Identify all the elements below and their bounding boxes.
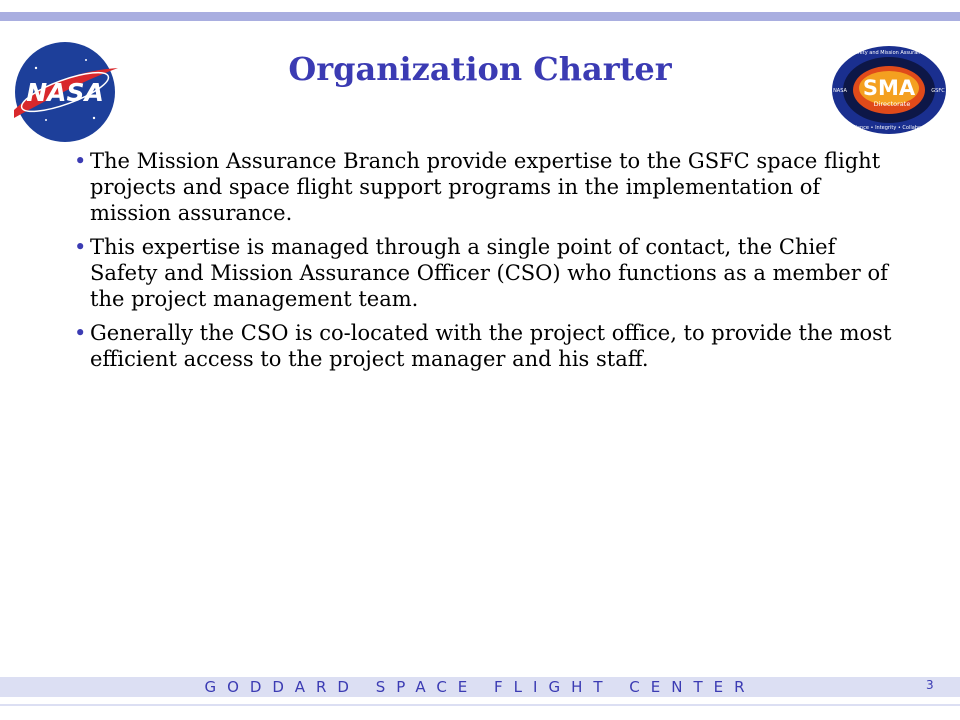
sma-ring-bottom-text: Excellence • Integrity • Collaboration xyxy=(842,125,936,131)
page-number: 3 xyxy=(926,678,934,692)
bullet-text: Generally the CSO is co-located with the project office, to provide the most efficient access to the project manager and his staff. xyxy=(90,321,892,371)
top-accent-bar xyxy=(0,12,960,21)
nasa-logo-text: NASA xyxy=(26,78,104,107)
sma-directorate-logo xyxy=(830,44,948,136)
bullet-list xyxy=(72,148,902,380)
bullet-icon: • xyxy=(74,321,87,345)
bottom-divider xyxy=(0,704,960,706)
bullet-icon: • xyxy=(74,149,87,173)
sma-logo-subtext: Directorate xyxy=(873,100,911,108)
bullet-item xyxy=(72,148,902,226)
sma-ring-right-text: GSFC xyxy=(931,88,945,94)
sma-ring-left-text: NASA xyxy=(833,88,847,94)
bullet-text: This expertise is managed through a single point of contact, the Chief Safety and Mission Assurance Officer (CSO) who functions as a member of the project management team. xyxy=(90,235,888,311)
slide-title: Organization Charter xyxy=(288,50,672,88)
sma-ring-top-text: Safety and Mission Assurance xyxy=(851,50,927,56)
bullet-icon: • xyxy=(74,235,87,259)
sma-logo-text: SMA xyxy=(862,76,916,100)
bullet-item xyxy=(72,320,902,372)
bullet-item xyxy=(72,234,902,312)
bullet-text: The Mission Assurance Branch provide expertise to the GSFC space flight projects and space flight support programs in the implementation of mission assurance. xyxy=(90,149,881,225)
footer-text: GODDARD SPACE FLIGHT CENTER xyxy=(204,678,756,696)
